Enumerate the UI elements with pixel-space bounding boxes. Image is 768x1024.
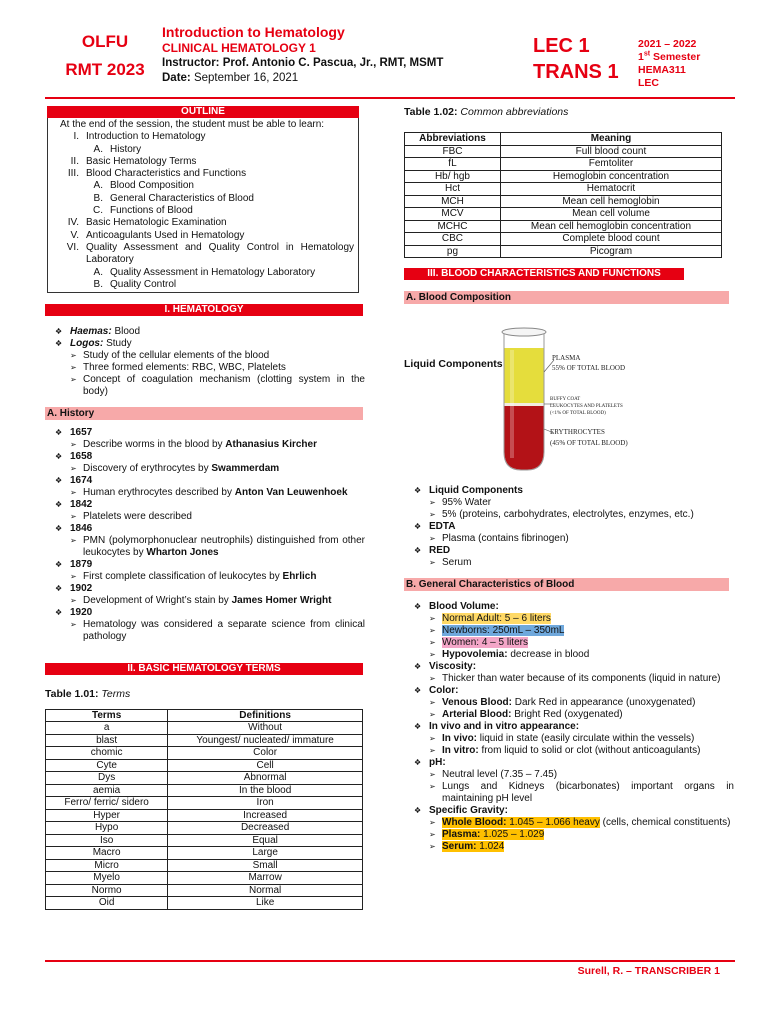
abbreviations-caption: Table 1.02: Common abbreviations	[404, 106, 569, 118]
list-subitem: ➢ Study of the cellular elements of the blood	[70, 350, 270, 362]
table-row	[405, 170, 722, 183]
outline-text: General Characteristics of Blood	[110, 192, 254, 204]
list-subitem: ➢ Normal Adult: 5 – 6 liters	[429, 613, 551, 625]
list-subitem: ➢ Neutral level (7.35 – 7.45)	[429, 769, 558, 781]
history-text: Describe worms in the blood by	[83, 439, 226, 451]
table-cell: Like	[168, 897, 363, 910]
table-cell: fL	[405, 158, 501, 171]
table-cell: Increased	[168, 809, 363, 822]
history-year-item: ❖ 1658	[55, 451, 93, 463]
section-general-heading: B. General Characteristics of Blood	[404, 578, 729, 591]
list-subitem: ➢ Thicker than water because of its components (liquid in nature)	[429, 673, 721, 685]
table-header: Definitions	[168, 709, 363, 722]
history-year-item: ❖ 1920	[55, 607, 93, 619]
table-cell: Cell	[168, 759, 363, 772]
outline-item	[60, 230, 354, 242]
table-cell: Hb/ hgb	[405, 170, 501, 183]
list-subitem: ➢ In vitro: from liquid to solid or clot (without anticoagulants)	[429, 745, 701, 757]
buffy-coat-label: BUFFY COAT	[550, 397, 581, 403]
table-cell: chomic	[46, 747, 168, 760]
table-cell: Hct	[405, 183, 501, 196]
outline-item	[60, 131, 354, 143]
history-event: ➢ Hematology was considered a separate science from clinical pathology	[70, 619, 365, 643]
table-row	[405, 183, 722, 196]
list-subitem: ➢ Concept of coagulation mechanism (clotting system in the body)	[70, 374, 365, 398]
course-name: CLINICAL HEMATOLOGY 1	[162, 41, 316, 55]
table-cell: Ferro/ ferric/ sidero	[46, 797, 168, 810]
terms-caption: Table 1.01: Terms	[45, 688, 131, 701]
footer-divider	[45, 960, 735, 962]
outline-item	[60, 267, 354, 279]
outline-list	[48, 118, 358, 292]
table-row	[46, 772, 363, 785]
component-subitem: ➢ 95% Water	[429, 497, 734, 509]
list-subitem: ➢ Lungs and Kidneys (bicarbonates) important organs in maintaining pH level	[429, 781, 734, 805]
table-row	[46, 859, 363, 872]
outline-text: Quality Assessment and Quality Control in Hematology Laboratory	[86, 241, 354, 266]
outline-number: B.	[93, 278, 103, 290]
brand-school: OLFU	[81, 32, 129, 51]
history-year-item: ❖ 1846	[55, 523, 93, 535]
outline-number: VI.	[66, 241, 79, 253]
component-text: 5% (proteins, carbohydrates, electrolytes, enzymes, etc.)	[442, 509, 694, 521]
component-subitem: ➢ Serum	[429, 557, 734, 569]
section-terms-heading: II. BASIC HEMATOLOGY TERMS	[45, 663, 363, 675]
history-list	[55, 427, 365, 643]
outline-text: Introduction to Hematology	[86, 131, 206, 143]
table-row	[46, 872, 363, 885]
abbreviations-table	[404, 132, 722, 258]
list-subitem: ➢ Hypovolemia: decrease in blood	[429, 649, 590, 661]
title-block	[162, 24, 532, 86]
table-cell: Micro	[46, 859, 168, 872]
outline-item	[60, 193, 354, 205]
table-cell: Large	[168, 847, 363, 860]
table-cell: Hyper	[46, 809, 168, 822]
table-header: Abbreviations	[405, 133, 501, 146]
table-cell: Mean cell hemoglobin	[500, 195, 721, 208]
table-cell: Femtoliter	[500, 158, 721, 171]
table-cell: FBC	[405, 145, 501, 158]
table-cell: MCH	[405, 195, 501, 208]
component-item: ❖ Liquid Components	[414, 485, 523, 497]
outline-box	[47, 106, 359, 293]
table-cell: Marrow	[168, 872, 363, 885]
list-item: ❖ Logos: Study	[55, 338, 132, 350]
history-person: Ehrlich	[282, 571, 317, 583]
table-row	[405, 145, 722, 158]
history-text: First complete classification of leukocytes by	[83, 571, 283, 583]
component-text: Plasma (contains fibrinogen)	[442, 533, 569, 545]
list-item: ❖ Haemas: Blood	[55, 326, 141, 338]
table-row	[46, 884, 363, 897]
outline-item	[60, 217, 354, 229]
right-column	[404, 106, 734, 853]
table-row	[46, 722, 363, 735]
table-cell: Hemoglobin concentration	[500, 170, 721, 183]
history-person: Swammerdam	[211, 463, 280, 475]
history-year: 1658	[70, 451, 93, 463]
outline-item	[60, 205, 354, 217]
table-cell: MCV	[405, 208, 501, 221]
table-cell: In the blood	[168, 784, 363, 797]
table-row	[46, 784, 363, 797]
list-subitem: ➢ Serum: 1.024	[429, 841, 505, 853]
list-subitem: ➢ Plasma: 1.025 – 1.029	[429, 829, 545, 841]
outline-number: A.	[93, 180, 103, 192]
instructor-line: Instructor: Prof. Antonio C. Pascua, Jr., RMT, MSMT	[162, 57, 444, 69]
buffy-coat-desc: LEUKOCYTES AND PLATELETS	[550, 404, 623, 410]
outline-item	[60, 144, 354, 156]
history-text: Human erythrocytes described by	[83, 487, 235, 499]
erythrocytes-label: ERYTHROCYTES	[550, 428, 605, 437]
history-year: 1674	[70, 475, 93, 487]
outline-item	[60, 242, 354, 267]
history-event: ➢ PMN (polymorphonuclear neutrophils) distinguished from other leukocytes by Wharton Jones	[70, 535, 365, 559]
table-row	[46, 847, 363, 860]
school-year: 2021 – 2022	[638, 38, 697, 50]
history-year: 1879	[70, 559, 93, 571]
brand	[55, 28, 155, 84]
component-label: RED	[429, 545, 451, 557]
table-row	[405, 158, 722, 171]
history-year-item: ❖ 1657	[55, 427, 93, 439]
table-row	[405, 220, 722, 233]
list-subitem: ➢ Arterial Blood: Bright Red (oxygenated)	[429, 709, 623, 721]
section-history-heading: A. History	[45, 407, 363, 420]
table-cell: Normal	[168, 884, 363, 897]
list-item: ❖ pH:	[414, 757, 446, 769]
components-list	[414, 485, 734, 569]
component-label: EDTA	[429, 521, 456, 533]
table-cell: aemia	[46, 784, 168, 797]
component-item: ❖ EDTA	[414, 521, 456, 533]
history-text: Platelets were described	[83, 511, 192, 523]
blood-composition-figure	[404, 304, 734, 487]
outline-text: Basic Hematologic Examination	[86, 217, 227, 229]
table-row	[46, 734, 363, 747]
outline-number: A.	[93, 143, 103, 155]
history-year-item: ❖ 1842	[55, 499, 93, 511]
component-subitem: ➢ Plasma (contains fibrinogen)	[429, 533, 734, 545]
history-year-item: ❖ 1879	[55, 559, 93, 571]
buffy-coat-percent: (<1% OF TOTAL BLOOD)	[550, 411, 606, 417]
history-person: Anton Van Leuwenhoek	[234, 487, 348, 499]
history-year: 1842	[70, 499, 93, 511]
component-text: 95% Water	[442, 497, 492, 509]
list-item: ❖ In vivo and in vitro appearance:	[414, 721, 580, 733]
component-text: Serum	[442, 557, 472, 569]
table-cell: Hypo	[46, 822, 168, 835]
outline-item	[60, 156, 354, 168]
history-text: Development of Wright’s stain by	[83, 595, 232, 607]
history-text: Hematology was considered a separate science from clinical pathology	[83, 619, 365, 643]
list-item: ❖ Specific Gravity:	[414, 805, 508, 817]
table-row	[405, 195, 722, 208]
table-cell: Mean cell volume	[500, 208, 721, 221]
table-row	[46, 809, 363, 822]
outline-text: Blood Composition	[110, 180, 194, 192]
list-subitem: ➢ Venous Blood: Dark Red in appearance (unoxygenated)	[429, 697, 696, 709]
table-row	[405, 245, 722, 258]
table-cell: Hematocrit	[500, 183, 721, 196]
table-cell: Youngest/ nucleated/ immature	[168, 734, 363, 747]
list-subitem: ➢ Three formed elements: RBC, WBC, Platelets	[70, 362, 286, 374]
outline-number: I.	[73, 131, 79, 143]
lec-label: LEC 1	[533, 35, 590, 57]
outline-text: Blood Characteristics and Functions	[86, 168, 247, 180]
outline-number: III.	[67, 168, 79, 180]
section-blood-heading: III. BLOOD CHARACTERISTICS AND FUNCTIONS	[404, 268, 684, 280]
course-code: HEMA311	[638, 64, 686, 76]
section-hematology-heading: I. HEMATOLOGY	[45, 304, 363, 316]
hematology-list	[55, 326, 365, 398]
table-row	[46, 747, 363, 760]
table-header: Meaning	[500, 133, 721, 146]
test-tube-diagram	[404, 304, 734, 487]
table-row	[46, 797, 363, 810]
outline-item	[60, 279, 354, 291]
table-cell: MCHC	[405, 220, 501, 233]
history-event: ➢ First complete classification of leukocytes by Ehrlich	[70, 571, 317, 583]
component-subitem: ➢ 5% (proteins, carbohydrates, electrolytes, enzymes, etc.)	[429, 509, 734, 521]
table-cell: Small	[168, 859, 363, 872]
history-event: ➢ Development of Wright’s stain by James Homer Wright	[70, 595, 332, 607]
outline-text: Basic Hematology Terms	[86, 155, 197, 167]
outline-title: OUTLINE	[47, 106, 359, 118]
class-type: LEC	[638, 77, 659, 89]
term-meta	[638, 38, 700, 90]
outline-number: IV.	[67, 217, 79, 229]
list-subitem: ➢ In vivo: liquid in state (easily circulate within the vessels)	[429, 733, 695, 745]
table-cell: Oid	[46, 897, 168, 910]
table-cell: Cyte	[46, 759, 168, 772]
outline-item	[60, 168, 354, 180]
component-item: ❖ RED	[414, 545, 451, 557]
outline-intro: At the end of the session, the student must be able to learn:	[60, 119, 325, 130]
list-item: ❖ Blood Volume:	[414, 601, 499, 613]
doc-title: Introduction to Hematology	[162, 24, 345, 40]
history-event: ➢ Describe worms in the blood by Athanasius Kircher	[70, 439, 317, 451]
table-row	[405, 233, 722, 246]
history-person: James Homer Wright	[231, 595, 332, 607]
table-cell: Abnormal	[168, 772, 363, 785]
tube-rim	[502, 328, 546, 336]
trans-label: TRANS 1	[533, 61, 619, 83]
list-subitem: ➢ Women: 4 – 5 liters	[429, 637, 528, 649]
history-year: 1657	[70, 427, 93, 439]
page-header	[0, 0, 768, 96]
history-person: Wharton Jones	[146, 547, 219, 559]
list-item: ❖ Viscosity:	[414, 661, 477, 673]
list-subitem: ➢ Whole Blood: 1.045 – 1.066 heavy (cells, chemical constituents)	[429, 817, 731, 829]
table-row	[46, 759, 363, 772]
footer-transcriber: Surell, R. – TRANSCRIBER 1	[577, 965, 720, 977]
lecture-number	[533, 33, 619, 85]
table-cell: Normo	[46, 884, 168, 897]
history-person: Athanasius Kircher	[225, 439, 317, 451]
date-line: Date: September 16, 2021	[162, 72, 299, 84]
table-header: Terms	[46, 709, 168, 722]
outline-text: History	[110, 143, 142, 155]
table-row	[46, 834, 363, 847]
tube-highlight	[510, 350, 514, 458]
table-cell: Mean cell hemoglobin concentration	[500, 220, 721, 233]
semester: 1st Semester	[638, 50, 701, 63]
outline-number: II.	[70, 155, 79, 167]
history-event: ➢ Discovery of erythrocytes by Swammerdam	[70, 463, 280, 475]
table-cell: blast	[46, 734, 168, 747]
list-subitem: ➢ Newborns: 250mL – 350mL	[429, 625, 565, 637]
general-list	[414, 601, 734, 853]
outline-number: V.	[70, 229, 79, 241]
history-year: 1902	[70, 583, 93, 595]
table-cell: Equal	[168, 834, 363, 847]
liquid-components-label: Liquid Components	[404, 358, 503, 371]
table-cell: Iso	[46, 834, 168, 847]
list-item: ❖ Color:	[414, 685, 459, 697]
outline-text: Anticoagulants Used in Hematology	[86, 229, 245, 241]
table-row	[46, 897, 363, 910]
table-cell: Decreased	[168, 822, 363, 835]
header-divider	[45, 97, 735, 99]
table-cell: Dys	[46, 772, 168, 785]
table-cell: Iron	[168, 797, 363, 810]
section-composition-heading: A. Blood Composition	[404, 291, 729, 304]
outline-number: B.	[93, 192, 103, 204]
table-cell: a	[46, 722, 168, 735]
outline-text: Quality Assessment in Hematology Laboratory	[110, 266, 316, 278]
history-year: 1920	[70, 607, 93, 619]
table-row	[405, 208, 722, 221]
outline-number: C.	[93, 205, 103, 217]
history-year-item: ❖ 1902	[55, 583, 93, 595]
outline-item	[60, 180, 354, 192]
erythrocytes-percent: (45% OF TOTAL BLOOD)	[550, 439, 628, 448]
brand-batch: RMT 2023	[65, 60, 145, 79]
table-cell: Myelo	[46, 872, 168, 885]
history-text: PMN (polymorphonuclear neutrophils) distinguished from other leukocytes by	[83, 535, 365, 559]
plasma-percent: 55% OF TOTAL BLOOD	[552, 364, 626, 373]
table-cell: CBC	[405, 233, 501, 246]
outline-text: Quality Control	[110, 278, 177, 290]
history-year-item: ❖ 1674	[55, 475, 93, 487]
history-event: ➢ Platelets were described	[70, 511, 192, 523]
terms-table	[45, 709, 363, 910]
outline-text: Functions of Blood	[110, 205, 193, 217]
outline-number: A.	[93, 266, 103, 278]
table-row	[46, 822, 363, 835]
history-year: 1846	[70, 523, 93, 535]
table-cell: Macro	[46, 847, 168, 860]
table-cell: Full blood count	[500, 145, 721, 158]
table-cell: pg	[405, 245, 501, 258]
table-cell: Picogram	[500, 245, 721, 258]
left-column	[45, 106, 365, 910]
history-text: Discovery of erythrocytes by	[83, 463, 212, 475]
component-label: Liquid Components	[429, 485, 523, 497]
table-cell: Without	[168, 722, 363, 735]
table-cell: Complete blood count	[500, 233, 721, 246]
table-cell: Color	[168, 747, 363, 760]
history-event: ➢ Human erythrocytes described by Anton Van Leuwenhoek	[70, 487, 348, 499]
plasma-label: PLASMA	[552, 354, 581, 363]
